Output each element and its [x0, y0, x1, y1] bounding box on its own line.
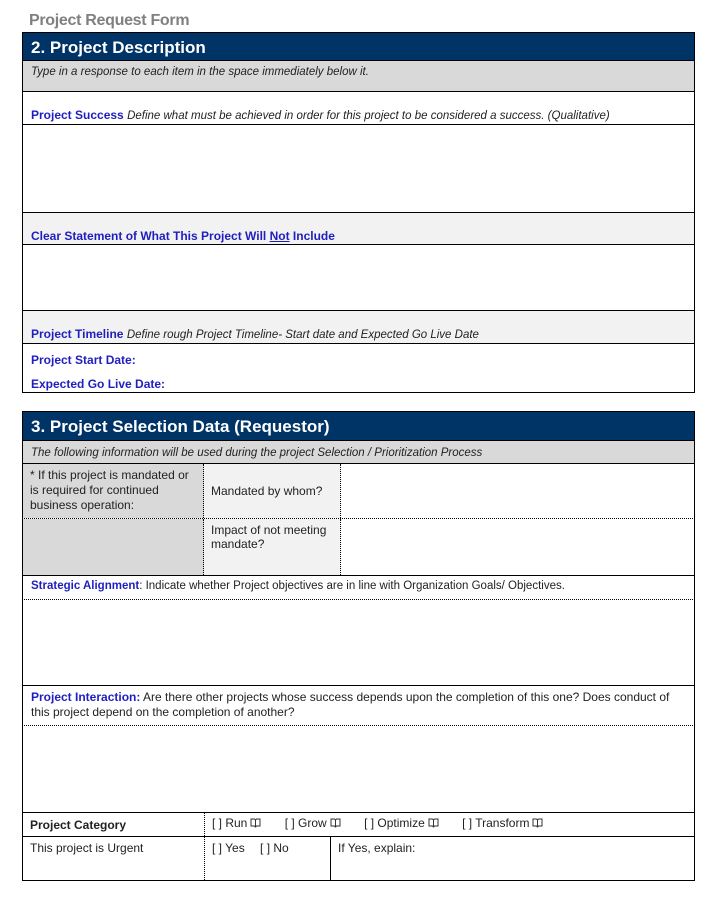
category-optimize-checkbox[interactable]: [ ] Optimize	[364, 816, 439, 830]
interaction-desc: Are there other projects whose success depends upon the completion of this one? Does conduct of this project depend on the completion of another?	[31, 690, 670, 719]
category-transform-checkbox[interactable]: [ ] Transform	[462, 816, 543, 830]
start-date-field[interactable]: Project Start Date:	[31, 353, 136, 367]
urgent-yes-checkbox[interactable]: [ ] Yes	[212, 841, 245, 855]
section-2-instruction	[22, 61, 695, 92]
book-icon	[250, 818, 261, 828]
interaction-row	[22, 686, 695, 726]
instruction-text: Type in a response to each item in the space immediately below it.	[31, 66, 369, 78]
exclusions-input[interactable]	[22, 245, 695, 311]
mandated-by-input[interactable]	[341, 464, 694, 518]
category-grow-checkbox[interactable]: [ ] Grow	[285, 816, 341, 830]
urgent-no-checkbox[interactable]: [ ] No	[260, 841, 289, 855]
category-options	[205, 813, 694, 836]
urgent-label: This project is Urgent	[23, 837, 205, 880]
timeline-row	[22, 311, 695, 344]
mandated-note: * If this project is mandated or is required for continued business operation:	[23, 464, 204, 518]
timeline-dates	[22, 344, 695, 393]
strategic-label: Strategic Alignment	[31, 580, 140, 592]
interaction-input[interactable]	[22, 726, 695, 813]
category-row	[22, 813, 695, 837]
urgent-row	[22, 837, 695, 881]
project-success-input[interactable]	[22, 125, 695, 213]
document-title: Project Request Form	[29, 12, 190, 29]
section-3-header: 3. Project Selection Data (Requestor)	[22, 411, 695, 441]
urgent-options	[205, 837, 331, 880]
project-success-label: Project Success	[31, 108, 124, 122]
go-live-date-field[interactable]: Expected Go Live Date:	[31, 377, 166, 391]
timeline-desc: Define rough Project Timeline- Start date and Expected Go Live Date	[126, 329, 479, 341]
book-icon	[532, 818, 543, 828]
section-2-header: 2. Project Description	[22, 32, 695, 61]
category-run-checkbox[interactable]: [ ] Run	[212, 816, 261, 830]
strategic-input[interactable]	[22, 600, 695, 686]
timeline-label: Project Timeline	[31, 327, 124, 341]
strategic-row	[22, 576, 695, 600]
project-success-desc: Define what must be achieved in order for this project to be considered a success. (Qualitative)	[127, 110, 610, 122]
project-success-row	[22, 92, 695, 125]
impact-input[interactable]	[341, 519, 694, 575]
exclusions-label: Clear Statement of What This Project Will Not Include	[31, 229, 335, 243]
mandated-row	[22, 464, 695, 519]
section-3-instruction	[22, 441, 695, 464]
instruction-text: The following information will be used during the project Selection / Prioritization Process	[31, 447, 483, 459]
book-icon	[428, 818, 439, 828]
category-label: Project Category	[23, 813, 205, 836]
exclusions-row	[22, 213, 695, 245]
book-icon	[330, 818, 341, 828]
strategic-desc: : Indicate whether Project objectives are in line with Organization Goals/ Objectives.	[139, 580, 565, 592]
impact-row	[22, 519, 695, 576]
interaction-label: Project Interaction:	[31, 690, 141, 704]
urgent-explain-field[interactable]: If Yes, explain:	[338, 841, 416, 855]
impact-label: Impact of not meeting mandate?	[204, 519, 341, 575]
mandated-by-label: Mandated by whom?	[204, 464, 341, 518]
mandated-note-continued	[23, 519, 204, 575]
